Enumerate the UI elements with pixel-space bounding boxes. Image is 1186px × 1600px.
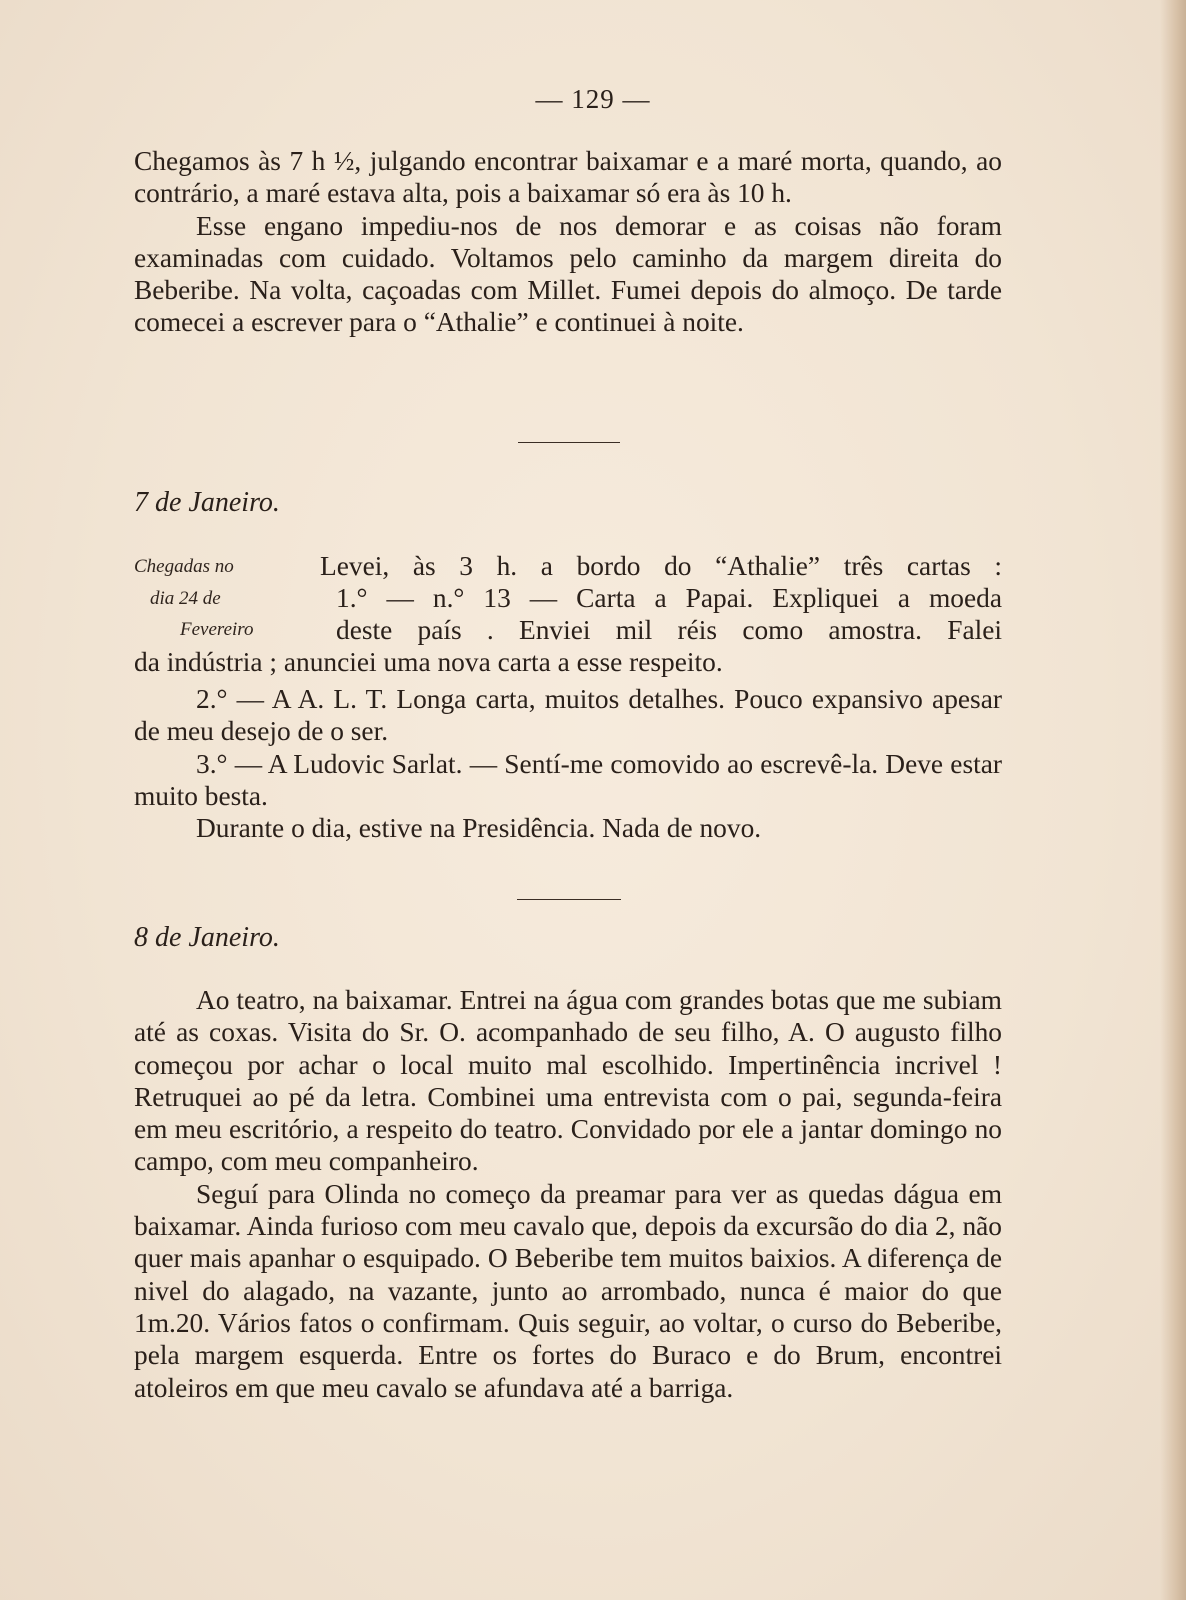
opening-text-block (134, 145, 1002, 339)
section-divider (518, 442, 620, 443)
paragraph-mistake: Esse engano impediu-nos de nos demorar e as coisas não foram examinadas com cuidado. Voltamos pelo caminho da margem direita do Beberibe. Na volta, caçoadas com Millet. Fumei depois do almoço. De tarde comecei a escrever para o “Athalie” e continuei à noite. (134, 210, 1002, 338)
margin-note-line: Chegadas no (134, 556, 234, 577)
letters-line: Levei, às 3 h. a bordo do “Athalie” três cartas : (320, 551, 1002, 581)
page-number: — 129 — (535, 84, 651, 114)
margin-note-line: dia 24 de (150, 588, 221, 609)
letters-line: da indústria ; anunciei uma nova carta a esse respeito. (134, 647, 723, 677)
entry-heading-7-janeiro: 7 de Janeiro. (134, 487, 280, 518)
entry1-text-block (134, 683, 1002, 844)
letters-line: 1.° — n.° 13 — Carta a Papai. Expliquei a moeda (336, 583, 1002, 613)
margin-note-line: Fevereiro (180, 619, 254, 640)
paragraph-third-letter: 3.° — A Ludovic Sarlat. — Sentí-me comovido ao escrevê-la. Deve estar muito besta. (134, 748, 1002, 811)
letters-line: deste país . Enviei mil réis como amostra. Falei (336, 615, 1002, 645)
section-divider (517, 899, 621, 900)
paragraph-theatre: Ao teatro, na baixamar. Entrei na água com grandes botas que me subiam até as coxas. Visita do Sr. O. acompanhado de seu filho, A. O augusto filho começou por achar o local muito mal escolhido. Impertinência incrivel ! Retruquei ao pé da letra. Combinei uma entrevista com o pai, segunda-feira em meu escritório, a respeito do teatro. Convidado por ele a jantar domingo no campo, com meu companheiro. (134, 985, 1002, 1177)
paragraph-olinda: Seguí para Olinda no começo da preamar para ver as quedas dágua em baixamar. Ainda furioso com meu cavalo que, depois da excursão do dia 2, não quer mais apanhar o esquipado. O Beberibe tem muitos baixios. A diferença de nivel do alagado, na vazante, junto ao arrombado, nunca é maior do que 1m.20. Vários fatos o confirmam. Quis seguir, ao voltar, o curso do Beberibe, pela margem esquerda. Entre os fortes do Buraco e do Brum, encontrei atoleiros em que meu cavalo se afundava até a barriga. (134, 1178, 1002, 1403)
paragraph-second-letter: 2.° — A A. L. T. Longa carta, muitos detalhes. Pouco expansivo apesar de meu desejo de o ser. (134, 684, 1002, 747)
paragraph-presidency: Durante o dia, estive na Presidência. Nada de novo. (196, 813, 762, 844)
entry-heading-8-janeiro: 8 de Janeiro. (134, 922, 280, 953)
entry2-text-block (134, 984, 1002, 1404)
paragraph-arrival: Chegamos às 7 h ½, julgando encontrar baixamar e a maré morta, quando, ao contrário, a maré estava alta, pois a baixamar só era às 10 h. (134, 146, 1002, 209)
page-edge-shadow (1160, 0, 1186, 1600)
